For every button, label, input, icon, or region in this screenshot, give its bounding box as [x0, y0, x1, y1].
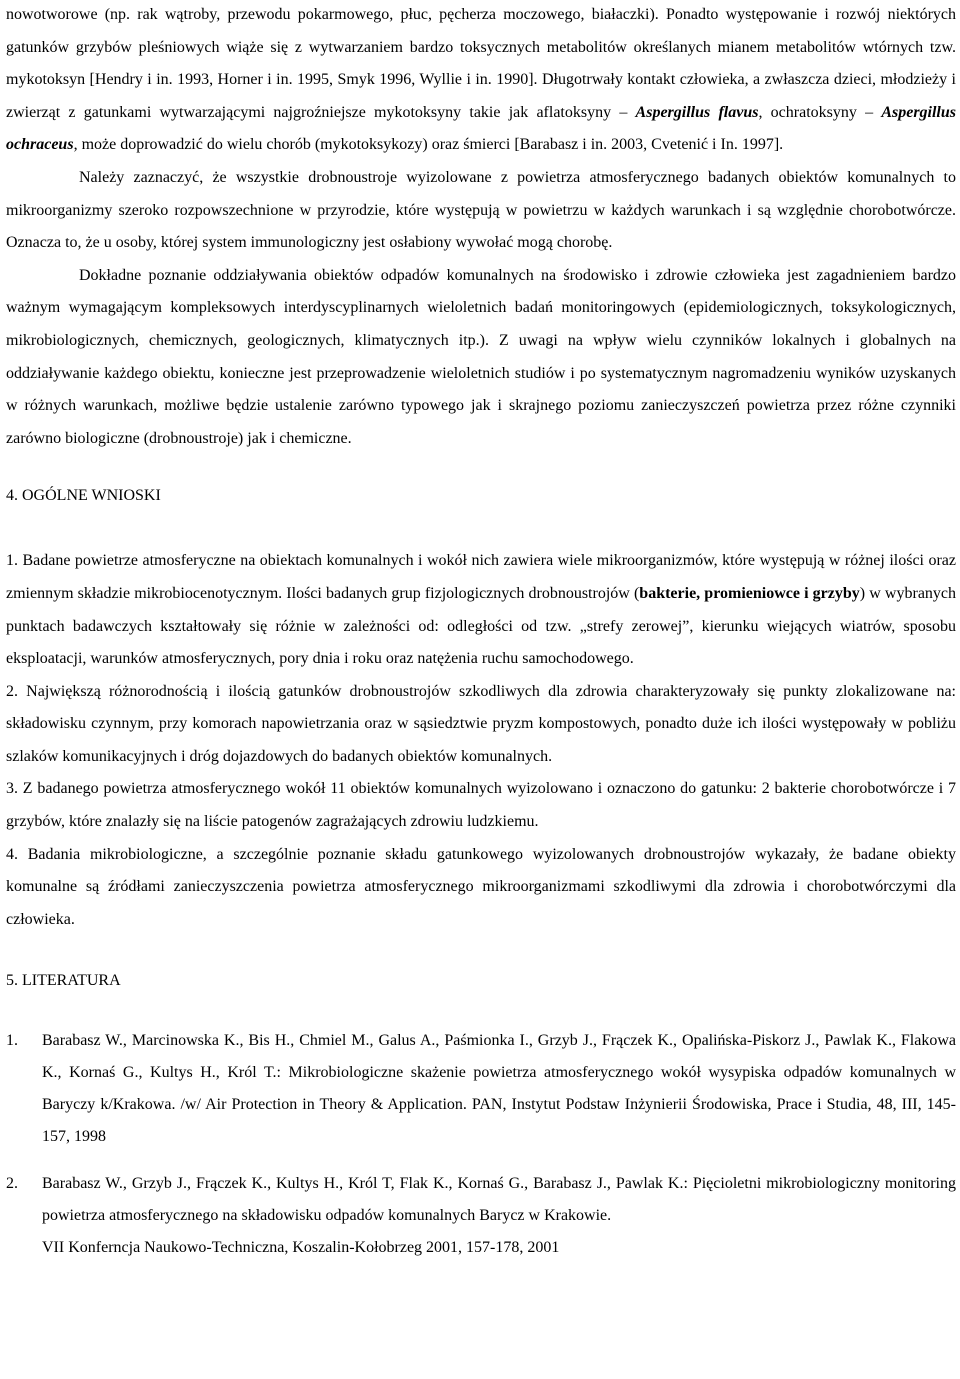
conclusion-item-2: 2. Największą różnorodnością i ilością gatunków drobnoustrojów szkodliwych dla zdrowia charakteryzowały się punkty zlokalizowane na: składowisku czynnym, przy komorach napowietrzania oraz w sąsiedztwie pryzm kompostowych, ponadto duże ich ilości występowały w pobliżu szlaków komunikacyjnych i dróg dojazdowych do badanych obiektów komunalnych. — [6, 682, 956, 765]
paragraph-text: nowotworowe (np. rak wątroby, przewodu pokarmowego, płuc, pęcherza moczowego, białaczki). Ponadto występowanie i rozwój niektórych gatunków grzybów pleśniowych wiąże się z wytwarzaniem bardzo toksycznych metabolitów określanych mianem metabolitów wtórnych tzw. mykotoksyn [Hendry i in. 1993, Horner i in. 1995, Smyk 1996, Wyllie i in. 1990]. Długotrwały kontakt człowieka, a zwłaszcza dzieci, młodzieży i zwierząt z gatunkami wytwarzającymi najgroźniejsze mykotoksyny takie jak aflatoksyny – — [6, 6, 956, 121]
reference-item-1 — [6, 1025, 956, 1153]
section-heading-conclusions: 4. OGÓLNE WNIOSKI — [6, 487, 161, 505]
reference-text-conference: VII Konferncja Naukowo-Techniczna, Koszalin-Kołobrzeg 2001, 157-178, 2001 — [42, 1239, 560, 1257]
reference-number: 2. — [6, 1175, 18, 1193]
species-name-aspergillus-flavus: Aspergillus flavus — [635, 103, 759, 121]
paragraph-text: , może doprowadzić do wielu chorób (mykotoksykozy) oraz śmierci [Barabasz i in. 2003, Cvetenić i In. 1997]. — [73, 136, 784, 154]
conclusion-item-4: 4. Badania mikrobiologiczne, a szczególnie poznanie składu gatunkowego wyizolowanych drobnoustrojów wykazały, że badane obiekty komunalne są źródłami zanieczyszczenia powietrza atmosferycznego mikroorganizmami szkodliwymi dla zdrowia i chorobotwórczymi dla człowieka. — [6, 845, 956, 928]
reference-number: 1. — [6, 1032, 18, 1050]
reference-body — [42, 1168, 956, 1264]
conclusion-bold-groups: bakterie, promieniowce i grzyby — [639, 584, 860, 602]
conclusion-text: ) w wybranych punktach badawczych kształtowały się różnie w zależności od: odległości od tzw. „strefy zerowej”, kierunku wiejących wiatrów, sposobu eksploatacji, warunków atmosferycznych, pory dnia i roku oraz natężenia ruchu samochodowego. — [6, 584, 957, 668]
conclusion-item-1 — [6, 545, 956, 675]
document-page — [6, 0, 956, 1264]
conclusion-text: 1. Badane powietrze atmosferyczne na obiektach komunalnych i wokół nich zawiera wiele mikroorganizmów, które występują w różnej ilości oraz zmiennym składzie mikrobiocenotycznym. Ilości badanych grup fizjologicznych drobnoustrojów ( — [6, 552, 956, 602]
reference-text: Barabasz W., Marcinowska K., Bis H., Chmiel M., Galus A., Paśmionka I., Grzyb J., Frączek K., Opalińska-Piskorz J., Pawlak K., Flakowa K., Kornaś G., Kultys H., Król T.: Mikrobiologiczne skażenie powietrza atmosferycznego wokół wysypiska odpadów komunalnych w Baryczy k/Krakowa. /w/ Air Protection in Theory & Application. PAN, Instytut Podstaw Inżynierii Środowiska, Prace i Studia, 48, III, 145-157, 1998 — [42, 1032, 956, 1146]
paragraph-microorganisms: Należy zaznaczyć, że wszystkie drobnoustroje wyizolowane z powietrza atmosferycznego badanych obiektów komunalnych to mikroorganizmy szeroko rozpowszechnione w przyrodzie, które występują w powietrzu w każdych warunkach i są względnie chorobotwórcze. Oznacza to, że u osoby, której system immunologiczny jest osłabiony wywołać mogą chorobę. — [6, 168, 956, 252]
paragraph-mycotoxins — [6, 0, 956, 162]
reference-item-2 — [6, 1168, 956, 1264]
paragraph-monitoring: Dokładne poznanie oddziaływania obiektów odpadów komunalnych na środowisko i zdrowie człowieka jest zagadnieniem bardzo ważnym wymagającym kompleksowych interdyscyplinarnych wieloletnich badań monitoringowych (epidemiologicznych, toksykologicznych, mikrobiologicznych, chemicznych, geologicznych, klimatycznych itp.). Z uwagi na wpływ wielu czynników lokalnych i globalnych na oddziaływanie każdego obiektu, konieczne jest przeprowadzenie wieloletnich studiów i po systematycznym nagromadzeniu wyników uzyskanych w różnych warunkach, możliwe będzie ustalenie zarówno typowego jak i skrajnego poziomu zanieczyszczeń powietrza przez różne czynniki zarówno biologiczne (drobnoustroje) jak i chemiczne. — [6, 266, 956, 447]
reference-text: Barabasz W., Grzyb J., Frączek K., Kultys H., Król T, Flak K., Kornaś G., Barabasz J., Pawlak K.: Pięcioletni mikrobiologiczny monitoring powietrza atmosferycznego na składowisku odpadów komunalnych Barycz w Krakowie. — [42, 1175, 956, 1225]
conclusion-item-3: 3. Z badanego powietrza atmosferycznego wokół 11 obiektów komunalnych wyizolowano i oznaczono do gatunku: 2 bakterie chorobotwórcze i 7 grzybów, które znalazły się na liście patogenów zagrażających zdrowiu ludzkiemu. — [6, 780, 956, 831]
paragraph-text: , ochratoksyny – — [758, 103, 882, 121]
species-name-aspergillus-ochraceus: Aspergillus ochraceus — [6, 103, 956, 154]
section-heading-literature: 5. LITERATURA — [6, 972, 121, 990]
